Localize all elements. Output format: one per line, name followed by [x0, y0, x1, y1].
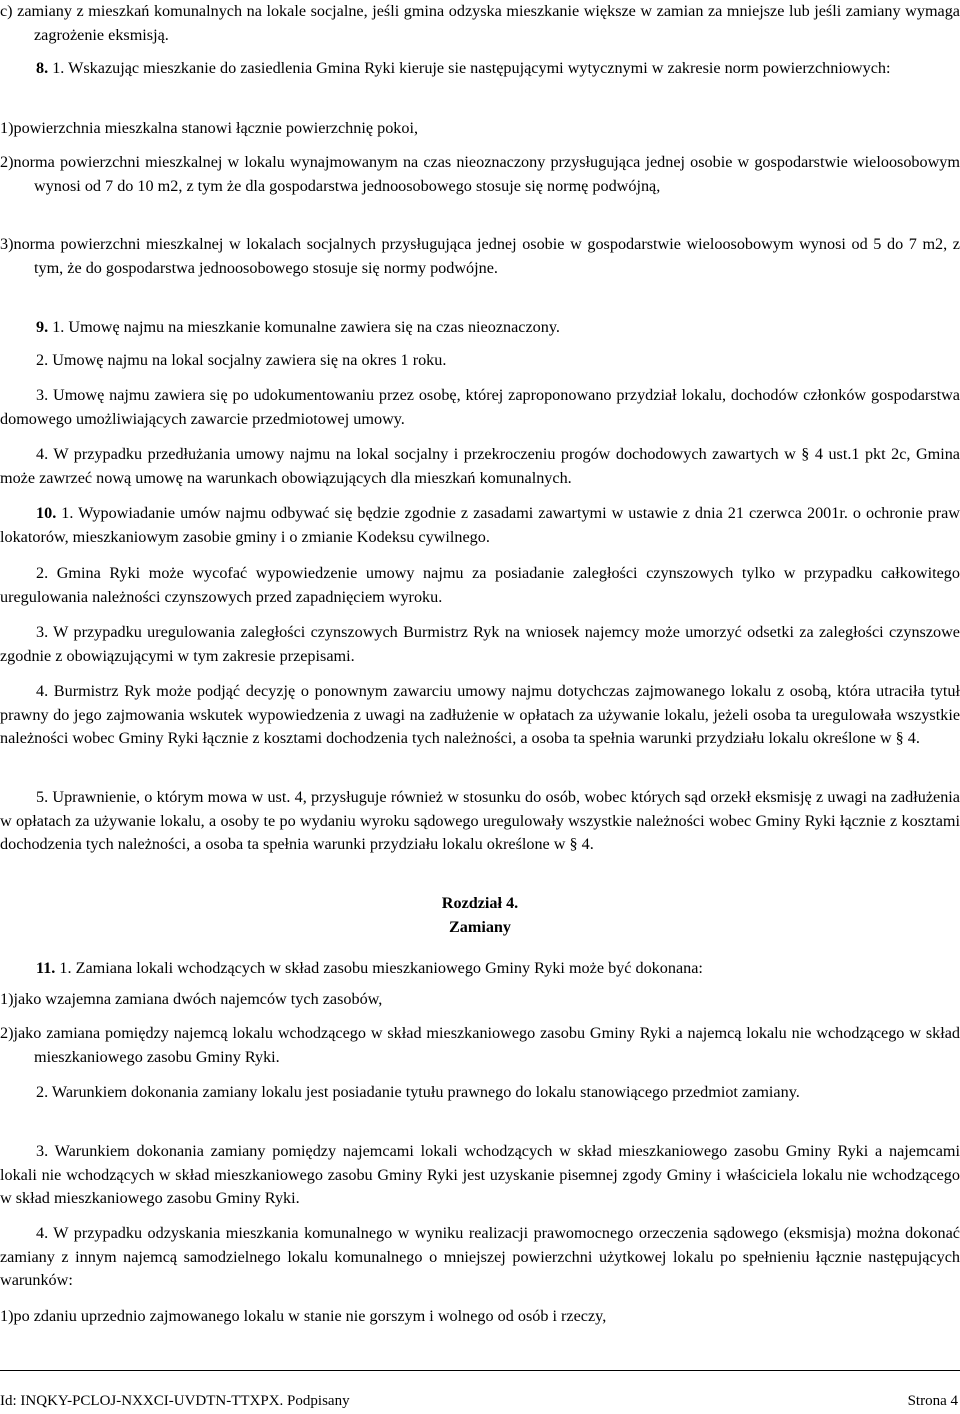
section-11-item-2: 2)jako zamiana pomiędzy najemcą lokalu wchodzącego w skład mieszkaniowego zasobu Gminy Ryki a najemcą lokalu nie wchodzącego w skład mieszkaniowego zasobu Gminy Ryki. [0, 1024, 960, 1066]
footer-document-id: Id: INQKY-PCLOJ-NXXCI-UVDTN-TTXPX. Podpisany [0, 1393, 350, 1409]
section-11-point-1 [0, 957, 960, 981]
section-8-item-2: 2)norma powierzchni mieszkalnej w lokalu wynajmowanym na czas nieoznaczony przysługująca jednej osobie w gospodarstwie wieloosobowym wynosi od 7 do 10 m2, z tym że dla gospodarstwa jednoosobowego stosuje się normę podwójną, [0, 153, 960, 195]
section-10-point-3: 3. W przypadku uregulowania zaległości czynszowych Burmistrz Ryk na wniosek najemcy może umorzyć odsetki za zaległości czynszowe zgodnie z obowiązującymi w tym zakresie przepisami. [0, 623, 960, 665]
section-10-point-1-text: 1. Wypowiadanie umów najmu odbywać się będzie zgodnie z zasadami zawartymi w ustawie z dnia 21 czerwca 2001r. o ochronie praw lokatorów, mieszkaniowym zasobie gminy i o zmianie Kodeksu cywilnego. [0, 504, 960, 546]
section-11-item-1: 1)jako wzajemna zamiana dwóch najemców tych zasobów, [0, 990, 383, 1008]
section-8-number: 8. [36, 59, 49, 77]
chapter-name: Zamiany [448, 918, 512, 936]
section-10-point-2: 2. Gmina Ryki może wycofać wypowiedzenie umowy najmu za posiadanie zaległości czynszowych tylko w przypadku całkowitego uregulowania należności czynszowych przed zapadnięciem wyroku. [0, 564, 960, 606]
footer-divider [0, 1370, 960, 1371]
section-8-item-1: 1)powierzchnia mieszkalna stanowi łącznie powierzchnię pokoi, [0, 119, 419, 137]
section-9-point-4: 4. W przypadku przedłużania umowy najmu na lokal socjalny i przekroczeniu progów dochodowych zawartych w § 4 ust.1 pkt 2c, Gmina może zawrzeć nową umowę na warunkach obowiązujących dla mieszkań komunalnych. [0, 445, 960, 487]
section-10-point-1 [0, 502, 960, 549]
section-11-point-3: 3. Warunkiem dokonania zamiany pomiędzy najemcami lokali wchodzących w skład mieszkaniowego zasobu Gminy Ryki a najemcami lokali nie wchodzących w skład mieszkaniowego zasobu Gminy Ryki jest uzyskanie pisemnej zgody Gminy i właściciela lokalu nie wchodzącego w skład mieszkaniowego zasobu Gminy Ryki. [0, 1142, 960, 1208]
section-10-point-4: 4. Burmistrz Ryk może podjąć decyzję o ponownym zawarciu umowy najmu dotychczas zajmowanego lokalu z osobą, która utraciła tytuł prawny do jego zajmowania wskutek wypowiedzenia z uwagi na zadłużenie w opłatach za używanie lokalu, jeżeli osoba ta uregulowała wszystkie należności wobec Gminy Ryki łącznie z kosztami dochodzenia tych należności, a osoba ta spełnia warunki przydziału lokalu określone w § 4. [0, 682, 960, 748]
section-11-number: 11. [36, 959, 56, 977]
paragraph-c-zamiany: c) zamiany z mieszkań komunalnych na lokale socjalne, jeśli gmina odzyska mieszkanie większe w zamian za mniejsze lub jeśli zamiany wymaga zagrożenie eksmisją. [0, 2, 960, 44]
chapter-title: Rozdział 4. [441, 894, 519, 912]
section-9-point-2: 2. Umowę najmu na lokal socjalny zawiera się na okres 1 roku. [36, 351, 447, 369]
section-9-number: 9. [36, 318, 49, 336]
section-8-point-1-text: 1. Wskazując mieszkanie do zasiedlenia Gmina Ryki kieruje sie następującymi wytycznymi w zakresie norm powierzchniowych: [52, 59, 891, 77]
section-10-point-5: 5. Uprawnienie, o którym mowa w ust. 4, przysługuje również w stosunku do osób, wobec których sąd orzekł eksmisję z uwagi na zadłużenia w opłatach za używanie lokalu, a osoby te po wydaniu wyroku sądowego uregulowały wszystkie należności wobec Gminy Ryki łącznie z kosztami dochodzenia tych należności, a osoba ta spełnia warunki przydziału lokalu określone w § 4. [0, 788, 960, 854]
section-11-point-4: 4. W przypadku odzyskania mieszkania komunalnego w wyniku realizacji prawomocnego orzeczenia sądowego (eksmisja) można dokonać zamiany z innym najemcą samodzielnego lokalu komunalnego o mniejszej powierzchni użytkowej lokalu po spełnieniu łącznie następujących warunków: [0, 1224, 960, 1290]
section-11-point-4-item-1: 1)po zdaniu uprzednio zajmowanego lokalu w stanie nie gorszym i wolnego od osób i rzeczy, [0, 1307, 607, 1325]
section-8-point-1 [0, 57, 960, 81]
section-11-point-1-text: 1. Zamiana lokali wchodzących w skład zasobu mieszkaniowego Gminy Ryki może być dokonana: [59, 959, 703, 977]
section-9-point-1 [0, 316, 960, 340]
footer-page-number: Strona 4 [907, 1393, 958, 1409]
section-10-number: 10. [36, 504, 57, 522]
section-11-point-2: 2. Warunkiem dokonania zamiany lokalu jest posiadanie tytułu prawnego do lokalu stanowiącego przedmiot zamiany. [36, 1083, 800, 1101]
section-9-point-1-text: 1. Umowę najmu na mieszkanie komunalne zawiera się na czas nieoznaczony. [52, 318, 560, 336]
section-8-item-3: 3)norma powierzchni mieszkalnej w lokalach socjalnych przysługująca jednej osobie w gospodarstwie wieloosobowym wynosi od 5 do 7 m2, z tym, że do gospodarstwa jednoosobowego stosuje się normy podwójne. [0, 235, 960, 277]
section-9-point-3: 3. Umowę najmu zawiera się po udokumentowaniu przez osobę, której zaproponowano przydział lokalu, dochodów członków gospodarstwa domowego umożliwiających zawarcie przedmiotowej umowy. [0, 386, 960, 428]
